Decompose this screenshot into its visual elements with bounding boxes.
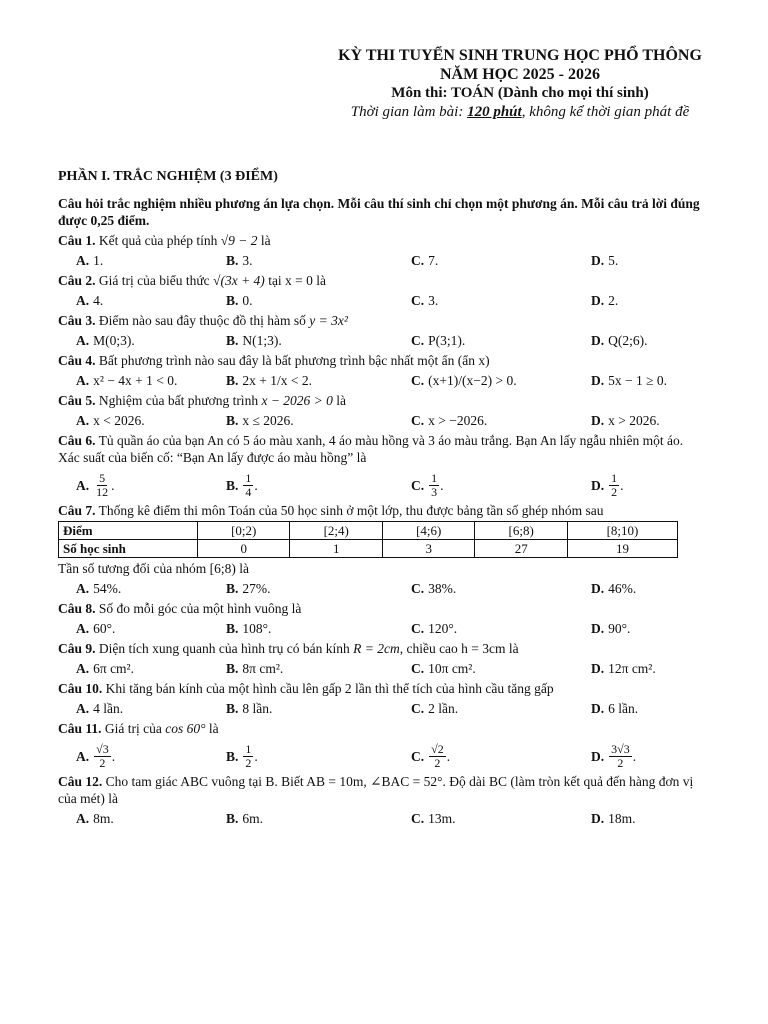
question-text: Kết quả của phép tính [98, 233, 221, 248]
answer-option [591, 292, 701, 309]
question-4 [58, 352, 708, 389]
answer-options [76, 372, 708, 389]
question-stem [58, 352, 708, 369]
option-label: A. [76, 413, 90, 428]
question-stem [58, 502, 708, 519]
option-text: 2x + 1/x < 2. [242, 373, 312, 388]
option-label: D. [591, 333, 605, 348]
answer-option [591, 700, 701, 717]
answer-option [591, 412, 701, 429]
answer-options [76, 412, 708, 429]
option-label: B. [226, 333, 239, 348]
answer-option [226, 372, 411, 389]
question-expression: √(3x + 4) [213, 273, 265, 288]
option-text: 4 lần. [93, 701, 124, 716]
section-intro: Câu hỏi trắc nghiệm nhiều phương án lựa chọn. Mỗi câu thí sinh chỉ chọn một phương án. Mỗi câu trả lời đúng được 0,25 điểm. [58, 196, 700, 228]
question-stem [58, 392, 708, 409]
question-expression: R = 2cm [353, 641, 400, 656]
question-expression: y = 3x² [309, 313, 348, 328]
answer-option [76, 810, 226, 827]
table-row [59, 522, 678, 540]
fraction-denominator: 2 [245, 756, 252, 770]
answer-options [76, 743, 708, 770]
fraction-numerator: 1 [245, 471, 252, 485]
option-text: 0. [242, 293, 253, 308]
answer-option [591, 580, 701, 597]
answer-option [226, 252, 411, 269]
answer-option [226, 660, 411, 677]
option-fraction [429, 743, 446, 770]
answer-option: B. $\frac{1}{2}$ . [226, 742, 258, 770]
exam-header [300, 46, 740, 122]
question-10 [58, 680, 708, 717]
answer-option [591, 810, 701, 827]
option-text: 46%. [608, 581, 637, 596]
question-7 [58, 502, 708, 597]
table-cell: [2;4) [290, 522, 382, 540]
question-expression: √9 − 2 [220, 233, 258, 248]
option-label: C. [411, 749, 425, 764]
answer-options [76, 472, 708, 499]
option-label: B. [226, 661, 239, 676]
option-label: C. [411, 701, 425, 716]
fraction-numerator: 1 [431, 471, 438, 485]
fraction-numerator: 5 [99, 471, 106, 485]
option-text: P(3;1). [428, 333, 466, 348]
question-text: Bất phương trình nào sau đây là bất phương trình bậc nhất một ẩn (ẩn x) [98, 353, 490, 368]
answer-option [226, 620, 411, 637]
answer-options [76, 580, 708, 597]
answer-options [76, 620, 708, 637]
option-label: B. [226, 253, 239, 268]
question-text: Khi tăng bán kính của một hình cầu lên gấp 2 lần thì thể tích của hình cầu tăng gấp [105, 681, 554, 696]
option-text: 3. [242, 253, 253, 268]
time-line: Thời gian làm bài: 120 phút, không kể thời gian phát đề [350, 104, 690, 120]
answer-option: D. $\frac{1}{2}$ . [591, 471, 624, 499]
time-limit: 120 phút [467, 104, 522, 120]
question-text: Giá trị của [104, 721, 166, 736]
option-label: C. [411, 621, 425, 636]
option-text: 12π cm². [608, 661, 656, 676]
option-label: A. [76, 581, 90, 596]
option-text: 13m. [428, 811, 456, 826]
answer-option: D. $\frac{3√3}{2}$ . [591, 742, 637, 770]
option-label: B. [226, 478, 239, 493]
answer-option [76, 580, 226, 597]
answer-option [76, 412, 226, 429]
question-text-after: là [205, 721, 219, 736]
option-label: D. [591, 701, 605, 716]
option-label: C. [411, 373, 425, 388]
question-text: Diện tích xung quanh của hình trụ có bán kính [98, 641, 354, 656]
answer-option [226, 332, 411, 349]
answer-option [226, 412, 411, 429]
option-text: x < 2026. [93, 413, 145, 428]
answer-option [76, 372, 226, 389]
answer-option [76, 292, 226, 309]
option-text: 8 lần. [242, 701, 273, 716]
option-text: x ≤ 2026. [242, 413, 294, 428]
subject-line: Môn thi: TOÁN (Dành cho mọi thí sinh) [391, 85, 649, 101]
answer-option [76, 252, 226, 269]
table-cell: [0;2) [198, 522, 290, 540]
question-text-after: là [332, 393, 347, 408]
option-text: 8m. [93, 811, 114, 826]
option-label: D. [591, 811, 605, 826]
question-text-after: là [257, 233, 271, 248]
question-stem [58, 600, 708, 617]
option-label: C. [411, 413, 425, 428]
question-number: Câu 3. [58, 313, 96, 328]
option-label: D. [591, 373, 605, 388]
option-text: 120°. [428, 621, 458, 636]
fraction-numerator: 3√3 [611, 742, 630, 756]
option-text: 4. [93, 293, 104, 308]
frequency-table [58, 521, 678, 558]
question-number: Câu 7. [58, 503, 96, 518]
option-fraction [243, 743, 253, 770]
question-text: Số đo mỗi góc của một hình vuông là [98, 601, 302, 616]
question-stem [58, 232, 708, 249]
option-label: A. [76, 478, 90, 493]
option-label: C. [411, 478, 425, 493]
answer-options [76, 332, 708, 349]
question-expression: x − 2026 > 0 [261, 393, 333, 408]
answer-options [76, 810, 708, 827]
option-text: 6 lần. [608, 701, 639, 716]
option-text: 10π cm². [428, 661, 476, 676]
option-label: A. [76, 621, 90, 636]
option-label: A. [76, 811, 90, 826]
option-text: 3. [428, 293, 439, 308]
question-text-after: , chiều cao h = 3cm là [399, 641, 519, 656]
answer-option: A. $\frac{√3}{2}$ . [76, 742, 116, 770]
option-fraction [243, 472, 253, 499]
option-text: 2. [608, 293, 619, 308]
option-fraction [429, 472, 439, 499]
answer-option [411, 660, 591, 677]
question-stem [58, 272, 708, 289]
answer-option [591, 660, 701, 677]
option-label: A. [76, 749, 90, 764]
question-followup: Tần số tương đối của nhóm [6;8) là [58, 561, 250, 576]
option-label: B. [226, 373, 239, 388]
option-label: A. [76, 701, 90, 716]
table-cell: [6;8) [475, 522, 567, 540]
fraction-denominator: 2 [99, 756, 106, 770]
fraction-denominator: 4 [245, 485, 252, 499]
exam-title: KỲ THI TUYỂN SINH TRUNG HỌC PHỔ THÔNG [338, 47, 702, 64]
question-text: Thống kê điểm thi môn Toán của 50 học sinh ở một lớp, thu được bảng tần số ghép nhóm sau [98, 503, 604, 518]
school-year: NĂM HỌC 2025 - 2026 [440, 66, 600, 83]
answer-option [76, 332, 226, 349]
exam-content [58, 168, 708, 829]
answer-option [76, 700, 226, 717]
option-label: B. [226, 701, 239, 716]
answer-option [76, 620, 226, 637]
answer-option [411, 700, 591, 717]
option-text: x² − 4x + 1 < 0. [93, 373, 178, 388]
option-label: B. [226, 413, 239, 428]
fraction-denominator: 2 [617, 756, 624, 770]
answer-option [591, 372, 701, 389]
option-label: A. [76, 293, 90, 308]
option-label: B. [226, 811, 239, 826]
answer-option: C. $\frac{1}{3}$ . [411, 471, 444, 499]
fraction-numerator: √2 [431, 742, 444, 756]
table-cell: 0 [198, 540, 290, 558]
option-label: A. [76, 333, 90, 348]
option-label: A. [76, 253, 90, 268]
option-label: C. [411, 661, 425, 676]
answer-options [76, 700, 708, 717]
question-5 [58, 392, 708, 429]
option-text: 6π cm². [93, 661, 134, 676]
answer-option [591, 332, 701, 349]
question-3 [58, 312, 708, 349]
option-text: 6m. [242, 811, 264, 826]
option-text: 18m. [608, 811, 636, 826]
option-label: D. [591, 581, 605, 596]
question-number: Câu 1. [58, 233, 96, 248]
option-label: D. [591, 661, 605, 676]
question-stem [58, 640, 708, 657]
option-text: 108°. [242, 621, 272, 636]
option-text: (x+1)/(x−2) > 0. [428, 373, 517, 388]
question-stem [58, 773, 708, 807]
question-12 [58, 773, 708, 827]
answer-options [76, 292, 708, 309]
question-8 [58, 600, 708, 637]
answer-option [226, 580, 411, 597]
option-label: A. [76, 373, 90, 388]
fraction-denominator: 2 [611, 485, 618, 499]
answer-option [411, 292, 591, 309]
question-expression: cos 60° [165, 721, 206, 736]
question-stem [58, 312, 708, 329]
option-text: 1. [93, 253, 104, 268]
question-number: Câu 9. [58, 641, 96, 656]
option-label: D. [591, 253, 605, 268]
fraction-numerator: 1 [245, 742, 252, 756]
option-label: A. [76, 661, 90, 676]
table-row [59, 540, 678, 558]
question-list [58, 232, 708, 827]
option-fraction [94, 743, 111, 770]
answer-option [226, 700, 411, 717]
option-text: 38%. [428, 581, 457, 596]
option-label: B. [226, 293, 239, 308]
answer-option: B. $\frac{1}{4}$ . [226, 471, 258, 499]
question-6 [58, 432, 708, 499]
answer-options [76, 660, 708, 677]
answer-option [411, 332, 591, 349]
question-text: Tủ quần áo của bạn An có 5 áo màu xanh, 4 áo màu hồng và 3 áo màu trắng. Bạn An lấy ngẫu nhiên một áo. Xác suất của biến cố: “Bạn An lấy được áo màu hồng” là [58, 433, 684, 465]
question-text: Cho tam giác ABC vuông tại B. Biết AB = 10m, ∠BAC = 52°. Độ dài BC (làm tròn kết quả đến hàng đơn vị của mét) là [58, 774, 694, 806]
option-text: Q(2;6). [608, 333, 648, 348]
table-cell: 1 [290, 540, 382, 558]
question-number: Câu 12. [58, 774, 103, 789]
answer-options [76, 252, 708, 269]
option-fraction [609, 743, 632, 770]
option-label: C. [411, 333, 425, 348]
question-number: Câu 2. [58, 273, 96, 288]
answer-option [411, 810, 591, 827]
table-header-cell: Số học sinh [59, 540, 198, 558]
option-label: B. [226, 581, 239, 596]
option-fraction [94, 472, 110, 499]
option-label: C. [411, 581, 425, 596]
option-label: D. [591, 478, 605, 493]
option-label: C. [411, 811, 425, 826]
question-number: Câu 10. [58, 681, 103, 696]
option-label: B. [226, 749, 239, 764]
question-1 [58, 232, 708, 269]
option-label: D. [591, 621, 605, 636]
table-cell: [4;6) [382, 522, 474, 540]
answer-option [411, 580, 591, 597]
answer-option: C. $\frac{√2}{2}$ . [411, 742, 451, 770]
answer-option [591, 620, 701, 637]
answer-option [411, 252, 591, 269]
option-text: 60°. [93, 621, 116, 636]
question-number: Câu 11. [58, 721, 102, 736]
question-number: Câu 6. [58, 433, 96, 448]
option-text: 90°. [608, 621, 631, 636]
question-text: Giá trị của biểu thức [98, 273, 214, 288]
question-number: Câu 8. [58, 601, 96, 616]
option-text: 27%. [242, 581, 271, 596]
option-label: B. [226, 621, 239, 636]
option-text: 7. [428, 253, 439, 268]
option-text: M(0;3). [93, 333, 135, 348]
table-cell: 3 [382, 540, 474, 558]
question-text-after: tại x = 0 là [264, 273, 327, 288]
option-text: 2 lần. [428, 701, 459, 716]
table-cell: 27 [475, 540, 567, 558]
answer-option [226, 810, 411, 827]
fraction-denominator: 2 [434, 756, 441, 770]
option-text: 5x − 1 ≥ 0. [608, 373, 668, 388]
answer-option [411, 372, 591, 389]
option-fraction [609, 472, 619, 499]
option-text: x > 2026. [608, 413, 660, 428]
question-stem [58, 720, 708, 737]
question-number: Câu 4. [58, 353, 96, 368]
question-11 [58, 720, 708, 770]
fraction-denominator: 12 [96, 485, 109, 499]
option-label: C. [411, 293, 425, 308]
fraction-numerator: √3 [96, 742, 109, 756]
fraction-numerator: 1 [611, 471, 618, 485]
answer-option [226, 292, 411, 309]
option-text: N(1;3). [242, 333, 282, 348]
option-label: D. [591, 413, 605, 428]
question-text: Điểm nào sau đây thuộc đồ thị hàm số [98, 313, 310, 328]
answer-option [411, 620, 591, 637]
table-header-cell: Điểm [59, 522, 198, 540]
option-label: C. [411, 253, 425, 268]
answer-option: A. $\frac{5}{12}$ . [76, 471, 115, 499]
question-9 [58, 640, 708, 677]
question-2 [58, 272, 708, 309]
question-text: Nghiệm của bất phương trình [98, 393, 262, 408]
table-cell: 19 [567, 540, 677, 558]
section-title: PHẦN I. TRẮC NGHIỆM (3 ĐIỂM) [58, 169, 278, 184]
answer-option [411, 412, 591, 429]
fraction-denominator: 3 [431, 485, 438, 499]
table-cell: [8;10) [567, 522, 677, 540]
option-text: 54%. [93, 581, 122, 596]
option-label: D. [591, 293, 605, 308]
option-text: 5. [608, 253, 619, 268]
answer-option [591, 252, 701, 269]
question-stem [58, 432, 708, 466]
question-number: Câu 5. [58, 393, 96, 408]
question-stem [58, 680, 708, 697]
option-text: x > −2026. [428, 413, 488, 428]
option-label: D. [591, 749, 605, 764]
option-text: 8π cm². [242, 661, 284, 676]
answer-option [76, 660, 226, 677]
